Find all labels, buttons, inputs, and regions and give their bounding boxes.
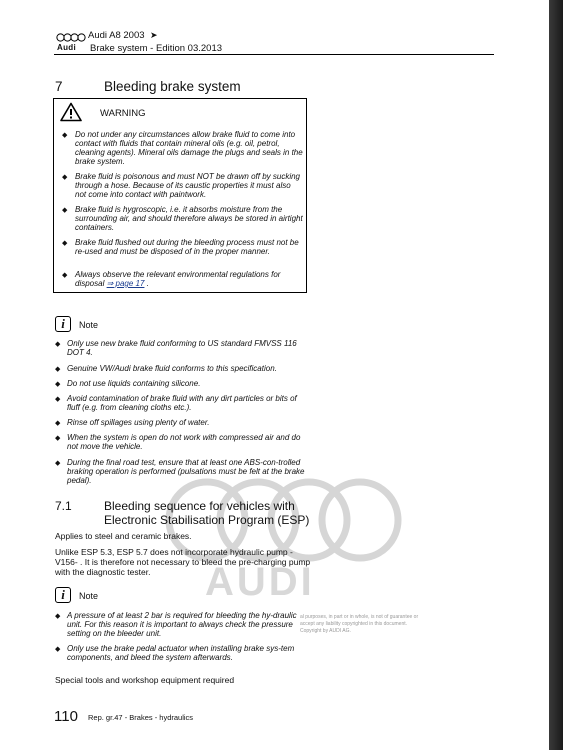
diamond-bullet-icon: ◆ xyxy=(55,460,61,467)
note-item: Only use the brake pedal actuator when installing brake sys-tem components, and bleed the system afterwards. xyxy=(67,644,295,662)
header-arrow-icon[interactable]: ➤ xyxy=(150,30,158,40)
link-suffix: . xyxy=(144,279,149,288)
diamond-bullet-icon: ◆ xyxy=(62,207,68,214)
applies-text: Applies to steel and ceramic brakes. xyxy=(55,531,192,541)
diamond-bullet-icon: ◆ xyxy=(55,613,61,620)
diamond-bullet-icon: ◆ xyxy=(62,132,68,139)
warning-item-text: Always observe the relevant environmental regulations for disposal xyxy=(75,270,281,288)
page-number: 110 xyxy=(54,708,78,725)
warning-item: Do not under any circumstances allow brake fluid to come into contact with fluids that contain mineral oils (e.g. oil, petrol, cleaning agents). Mineral oils damage the plugs and seals in the brake system. xyxy=(75,130,303,166)
diamond-bullet-icon: ◆ xyxy=(62,174,68,181)
diamond-bullet-icon: ◆ xyxy=(62,240,68,247)
watermark-copyright: al purposes, in part or in whole, is not of guarantee or accept any liability copyrighted in this document. Copyright by AUDI AG. xyxy=(300,614,419,634)
section-number: 7 xyxy=(55,79,63,94)
info-icon: i xyxy=(55,316,71,332)
subsection-number: 7.1 xyxy=(55,499,72,513)
header-subtitle: Brake system - Edition 03.2013 xyxy=(90,43,223,54)
warning-item: Brake fluid is poisonous and must NOT be drawn off by sucking through a hose. Because of its caustic properties it must also not come into contact with paintwork. xyxy=(75,172,300,199)
diamond-bullet-icon: ◆ xyxy=(55,396,61,403)
header-model: Audi A8 2003 xyxy=(88,30,145,41)
note-item: Rinse off spillages using plenty of water. xyxy=(67,418,210,427)
note-item: Avoid contamination of brake fluid with any dirt particles or bits of fluff (e.g. from cleaning cloths etc.). xyxy=(67,394,297,412)
note-item: During the final road test, ensure that at least one ABS-con-trolled braking operation is performed (pulsations must be felt at the brake pedal). xyxy=(67,458,305,485)
note-label: Note xyxy=(79,320,99,330)
diamond-bullet-icon: ◆ xyxy=(55,381,61,388)
section-title: Bleeding brake system xyxy=(104,79,241,94)
note-item: Do not use liquids containing silicone. xyxy=(67,379,201,388)
diamond-bullet-icon: ◆ xyxy=(55,366,61,373)
header-divider xyxy=(54,54,494,55)
warning-item: Brake fluid flushed out during the bleeding process must not be re-used and must be disposed of in the proper manner. xyxy=(75,238,299,256)
warning-triangle-icon xyxy=(60,102,82,122)
audi-rings-icon xyxy=(56,33,86,42)
info-icon: i xyxy=(55,587,71,603)
note-item: A pressure of at least 2 bar is required for bleeding the hy-draulic unit. For this reason it is important to always check the pressure setting on the bleeder unit. xyxy=(67,611,297,638)
diamond-bullet-icon: ◆ xyxy=(55,435,61,442)
note-item: Only use new brake fluid conforming to US standard FMVSS 116 DOT 4. xyxy=(67,339,297,357)
note-item: When the system is open do not work with compressed air and do not move the vehicle. xyxy=(67,433,301,451)
diamond-bullet-icon: ◆ xyxy=(62,272,68,279)
warning-label: WARNING xyxy=(100,108,146,119)
page-link[interactable]: ⇒ page 17 xyxy=(106,279,145,288)
note-label: Note xyxy=(79,591,99,601)
footer-text: Rep. gr.47 - Brakes - hydraulics xyxy=(88,713,194,722)
watermark-logo-text: AUDI xyxy=(205,560,315,604)
header-logo: Audi xyxy=(57,43,76,52)
subsection-title: Bleeding sequence for vehicles with Electronic Stabilisation Program (ESP) xyxy=(104,499,310,527)
esp-paragraph: Unlike ESP 5.3, ESP 5.7 does not incorporate hydraulic pump - V156- . It is therefore not necessary to bleed the pre-charging pump with the diagnostic tester. xyxy=(55,547,311,577)
warning-item xyxy=(75,270,303,288)
warning-item: Brake fluid is hygroscopic, i.e. it absorbs moisture from the surrounding air, and should therefore always be stored in airtight containers. xyxy=(75,205,303,232)
diamond-bullet-icon: ◆ xyxy=(55,646,61,653)
tools-heading: Special tools and workshop equipment required xyxy=(55,675,235,685)
diamond-bullet-icon: ◆ xyxy=(55,420,61,427)
page-edge-shadow xyxy=(549,0,563,750)
diamond-bullet-icon: ◆ xyxy=(55,341,61,348)
note-item: Genuine VW/Audi brake fluid conforms to this specification. xyxy=(67,364,277,373)
